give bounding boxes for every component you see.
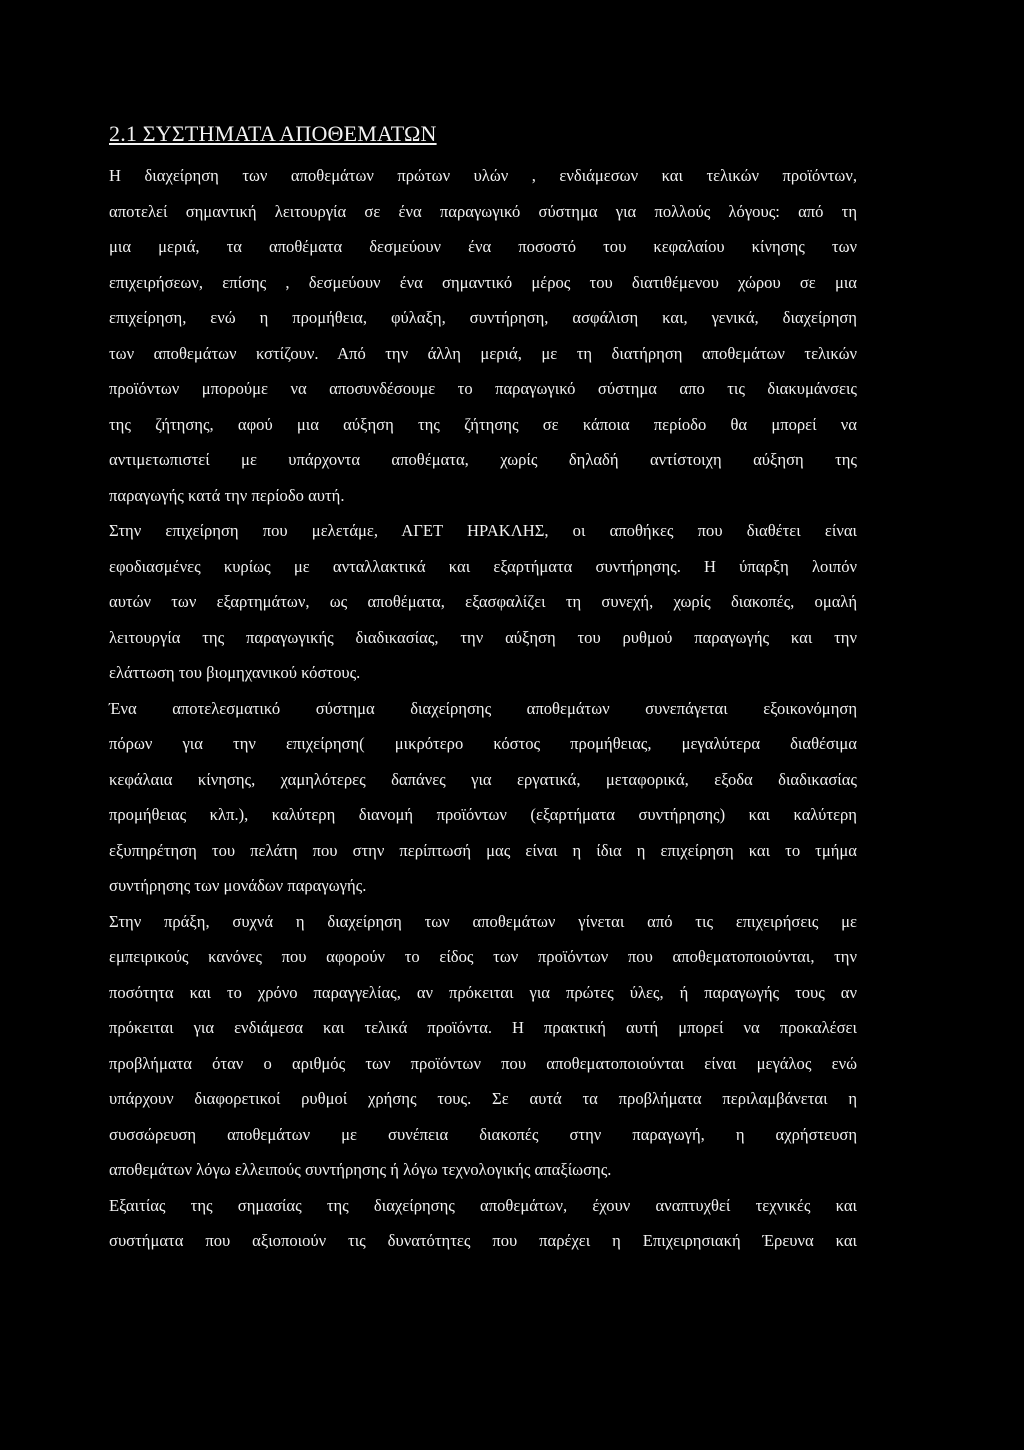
text-line-26: προβλήματα όταν ο αριθμός των προϊόντων που αποθεματοποιούνται είναι μεγάλος ενώ bbox=[109, 1054, 857, 1073]
section-title: 2.1 ΣΥΣΤΗΜΑΤΑ ΑΠΟΘΕΜΑΤΩΝ bbox=[109, 121, 437, 146]
text-line-22: Στην πράξη, συχνά η διαχείρηση των αποθεμάτων γίνεται από τις επιχειρήσεις με bbox=[109, 912, 857, 931]
text-line-3: μια μεριά, τα αποθέματα δεσμεύουν ένα ποσοστό του κεφαλαίου κίνησης των bbox=[109, 237, 857, 256]
text-line-17: πόρων για την επιχείρηση( μικρότερο κόστος προμήθειας, μεγαλύτερα διαθέσιμα bbox=[109, 734, 857, 753]
text-line-5: επιχείρηση, ενώ η προμήθεια, φύλαξη, συντήρηση, ασφάλιση και, γενικά, διαχείρηση bbox=[109, 308, 857, 327]
text-line-6: των αποθεμάτων κστίζουν. Από την άλλη μεριά, με τη διατήρηση αποθεμάτων τελικών bbox=[109, 344, 857, 363]
text-line-19: προμήθειας κλπ.), καλύτερη διανομή προϊόντων (εξαρτήματα συντήρησης) και καλύτερη bbox=[109, 805, 857, 824]
text-line-16: Ένα αποτελεσματικό σύστημα διαχείρησης αποθεμάτων συνεπάγεται εξοικονόμηση bbox=[109, 699, 857, 718]
text-line-7: προϊόντων μπορούμε να αποσυνδέσουμε το παραγωγικό σύστημα απο τις διακυμάνσεις bbox=[109, 379, 857, 398]
text-line-1: Η διαχείρηση των αποθεμάτων πρώτων υλών , ενδιάμεσων και τελικών προϊόντων, bbox=[109, 166, 857, 185]
text-line-15: ελάττωση του βιομηχανικού κόστους. bbox=[109, 663, 361, 682]
text-line-13: αυτών των εξαρτημάτων, ως αποθέματα, εξασφαλίζει τη συνεχή, χωρίς διακοπές, ομαλή bbox=[109, 592, 857, 611]
text-line-23: εμπειρικούς κανόνες που αφορούν το είδος των προϊόντων που αποθεματοποιούνται, την bbox=[109, 947, 857, 966]
text-line-12: εφοδιασμένες κυρίως με ανταλλακτικά και εξαρτήματα συντήρησης. Η ύπαρξη λοιπόν bbox=[109, 557, 857, 576]
text-line-4: επιχειρήσεων, επίσης , δεσμεύουν ένα σημαντικό μέρος του διατιθέμενου χώρου σε μια bbox=[109, 273, 857, 292]
text-line-20: εξυπηρέτηση του πελάτη που στην περίπτωσή μας είναι η ίδια η επιχείρηση και το τμήμα bbox=[109, 841, 857, 860]
text-line-18: κεφάλαια κίνησης, χαμηλότερες δαπάνες για εργατικά, μεταφορικά, εξοδα διαδικασίας bbox=[109, 770, 857, 789]
text-line-21: συντήρησης των μονάδων παραγωγής. bbox=[109, 876, 367, 895]
text-line-2: αποτελεί σημαντική λειτουργία σε ένα παραγωγικό σύστημα για πολλούς λόγους: από τη bbox=[109, 202, 857, 221]
text-line-30: Εξαιτίας της σημασίας της διαχείρησης αποθεμάτων, έχουν αναπτυχθεί τεχνικές και bbox=[109, 1196, 857, 1215]
text-line-8: της ζήτησης, αφού μια αύξηση της ζήτησης σε κάποια περίοδο θα μπορεί να bbox=[109, 415, 857, 434]
text-line-24: ποσότητα και το χρόνο παραγγελίας, αν πρόκειται για πρώτες ύλες, ή παραγωγής τους αν bbox=[109, 983, 857, 1002]
text-line-25: πρόκειται για ενδιάμεσα και τελικά προϊόντα. Η πρακτική αυτή μπορεί να προκαλέσει bbox=[109, 1018, 857, 1037]
text-line-11: Στην επιχείρηση που μελετάμε, ΑΓΕΤ ΗΡΑΚΛΗΣ, οι αποθήκες που διαθέτει είναι bbox=[109, 521, 857, 540]
text-line-31: συστήματα που αξιοποιούν τις δυνατότητες που παρέχει η Επιχειρησιακή Έρευνα και bbox=[109, 1231, 857, 1250]
text-line-14: λειτουργία της παραγωγικής διαδικασίας, την αύξηση του ρυθμού παραγωγής και την bbox=[109, 628, 857, 647]
text-line-9: αντιμετωπιστεί με υπάρχοντα αποθέματα, χωρίς δηλαδή αντίστοιχη αύξηση της bbox=[109, 450, 857, 469]
text-line-27: υπάρχουν διαφορετικοί ρυθμοί χρήσης τους. Σε αυτά τα προβλήματα περιλαμβάνεται η bbox=[109, 1089, 857, 1108]
text-line-28: συσσώρευση αποθεμάτων με συνέπεια διακοπές στην παραγωγή, η αχρήστευση bbox=[109, 1125, 857, 1144]
text-line-29: αποθεμάτων λόγω ελλειπούς συντήρησης ή λόγω τεχνολογικής απαξίωσης. bbox=[109, 1160, 612, 1179]
text-line-10: παραγωγής κατά την περίοδο αυτή. bbox=[109, 486, 345, 505]
